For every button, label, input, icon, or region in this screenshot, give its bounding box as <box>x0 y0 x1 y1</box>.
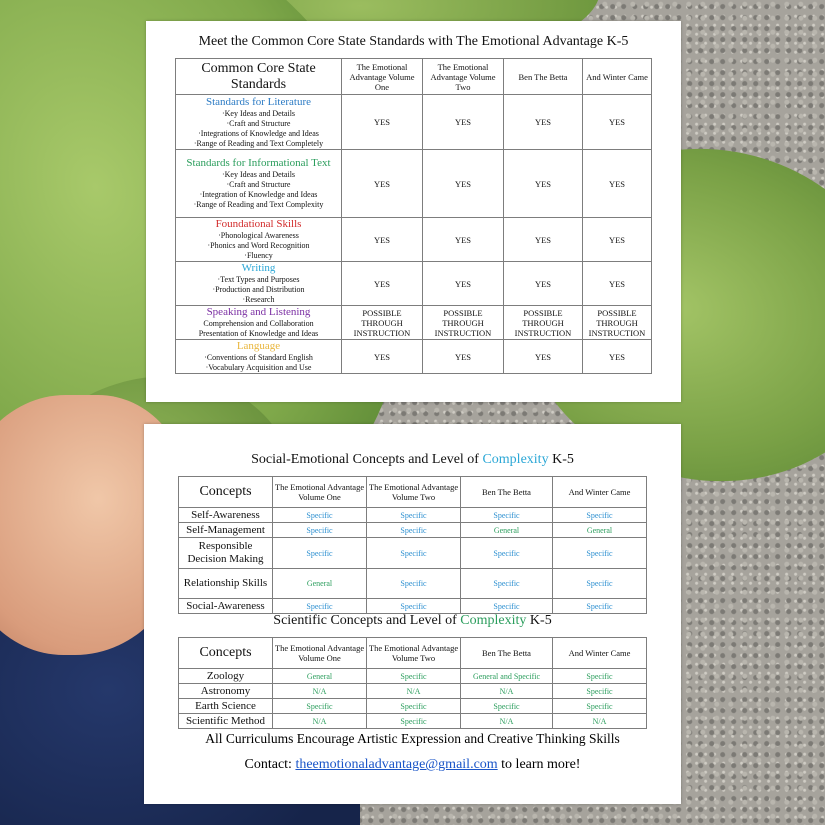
value-cell: Specific <box>273 538 367 569</box>
table-header-row <box>179 638 647 669</box>
header-ben-the-betta: Ben The Betta <box>504 59 583 95</box>
value-cell: YES <box>423 340 504 374</box>
standard-cell <box>176 218 342 262</box>
table-row <box>179 538 647 569</box>
value-cell: YES <box>342 262 423 306</box>
title-highlight: Complexity <box>460 613 527 628</box>
header-and-winter-came: And Winter Came <box>553 638 647 669</box>
value-cell: YES <box>583 150 652 218</box>
value-cell: YES <box>583 218 652 262</box>
value-cell: Specific <box>367 669 461 684</box>
item: ·Fluency <box>244 251 273 260</box>
value-cell: POSSIBLE THROUGH INSTRUCTION <box>583 306 652 340</box>
item: ·Craft and Structure <box>226 180 291 189</box>
value-cell: Specific <box>461 508 553 523</box>
header-vol-one: The Emotional Advantage Volume One <box>273 477 367 508</box>
item: ·Range of Reading and Text Complexity <box>193 200 324 209</box>
value-cell: Specific <box>367 508 461 523</box>
title-text: K-5 <box>548 452 574 467</box>
value-cell: YES <box>423 218 504 262</box>
value-cell: Specific <box>273 523 367 538</box>
table-row <box>179 569 647 599</box>
value-cell: Specific <box>367 599 461 614</box>
row-label: Zoology <box>179 669 273 684</box>
value-cell: Specific <box>273 699 367 714</box>
standard-cell <box>176 306 342 340</box>
value-cell: Specific <box>553 699 647 714</box>
concepts-card <box>144 424 681 804</box>
value-cell: YES <box>423 95 504 150</box>
item: ·Phonological Awareness <box>218 231 299 240</box>
value-cell: Specific <box>553 508 647 523</box>
footer-note: All Curriculums Encourage Artistic Expression and Creative Thinking Skills <box>205 731 620 746</box>
scientific-title <box>144 613 681 629</box>
row-label: Self-Management <box>179 523 273 538</box>
item: ·Integrations of Knowledge and Ideas <box>198 128 319 138</box>
header-vol-two: The Emotional Advantage Volume Two <box>367 638 461 669</box>
table-row <box>179 669 647 684</box>
value-cell: YES <box>342 340 423 374</box>
item: ·Vocabulary Acquisition and Use <box>205 363 312 372</box>
title-highlight: Complexity <box>482 452 549 467</box>
social-emotional-title <box>144 452 681 468</box>
table-row <box>179 684 647 699</box>
standard-cell <box>176 340 342 374</box>
item: ·Key Ideas and Details <box>221 108 296 118</box>
header-vol-one: The Emotional Advantage Volume One <box>342 59 423 95</box>
value-cell: POSSIBLE THROUGH INSTRUCTION <box>504 306 583 340</box>
common-core-table <box>175 58 652 374</box>
table-row <box>176 218 652 262</box>
table-row <box>179 599 647 614</box>
value-cell: POSSIBLE THROUGH INSTRUCTION <box>342 306 423 340</box>
value-cell: YES <box>342 218 423 262</box>
value-cell: Specific <box>367 569 461 599</box>
value-cell: YES <box>504 150 583 218</box>
item: ·Range of Reading and Text Completely <box>193 138 324 148</box>
table-header-row <box>176 59 652 95</box>
value-cell: YES <box>504 340 583 374</box>
value-cell: N/A <box>461 714 553 729</box>
table-row <box>179 523 647 538</box>
value-cell: Specific <box>273 599 367 614</box>
header-and-winter-came: And Winter Came <box>553 477 647 508</box>
value-cell: Specific <box>461 569 553 599</box>
standard-cell <box>176 150 342 218</box>
value-cell: Specific <box>367 714 461 729</box>
item: Presentation of Knowledge and Ideas <box>198 329 319 338</box>
value-cell: YES <box>504 218 583 262</box>
row-label: Self-Awareness <box>179 508 273 523</box>
category-label: Standards for Informational Text <box>186 157 331 169</box>
header-ben-the-betta: Ben The Betta <box>461 477 553 508</box>
row-label: Relationship Skills <box>179 569 273 599</box>
value-cell: POSSIBLE THROUGH INSTRUCTION <box>423 306 504 340</box>
row-label: Earth Science <box>179 699 273 714</box>
contact-suffix: to learn more! <box>497 757 581 772</box>
scientific-table <box>178 637 647 729</box>
value-cell: N/A <box>273 714 367 729</box>
value-cell: YES <box>342 95 423 150</box>
value-cell: General <box>461 523 553 538</box>
table-row <box>176 95 652 150</box>
header-vol-one: The Emotional Advantage Volume One <box>273 638 367 669</box>
value-cell: Specific <box>553 599 647 614</box>
item: ·Conventions of Standard English <box>204 353 313 362</box>
value-cell: Specific <box>273 508 367 523</box>
value-cell: YES <box>504 262 583 306</box>
item: ·Production and Distribution <box>212 285 305 294</box>
value-cell: General and Specific <box>461 669 553 684</box>
value-cell: Specific <box>461 699 553 714</box>
item: Comprehension and Collaboration <box>203 319 314 328</box>
value-cell: YES <box>583 262 652 306</box>
value-cell: YES <box>423 262 504 306</box>
value-cell: Specific <box>367 523 461 538</box>
table-row <box>179 508 647 523</box>
header-concepts: Concepts <box>179 638 273 669</box>
table-row <box>179 714 647 729</box>
header-vol-two: The Emotional Advantage Volume Two <box>367 477 461 508</box>
header-ben-the-betta: Ben The Betta <box>461 638 553 669</box>
category-label: Language <box>236 340 281 352</box>
item: ·Phonics and Word Recognition <box>207 241 310 250</box>
value-cell: YES <box>504 95 583 150</box>
row-label: Scientific Method <box>179 714 273 729</box>
value-cell: YES <box>423 150 504 218</box>
value-cell: Specific <box>367 699 461 714</box>
row-label: Social-Awareness <box>179 599 273 614</box>
value-cell: Specific <box>553 684 647 699</box>
item: ·Key Ideas and Details <box>221 170 296 179</box>
social-emotional-table <box>178 476 647 614</box>
value-cell: YES <box>583 340 652 374</box>
title-text: Scientific Concepts and Level of <box>273 613 461 628</box>
contact-label: Contact: <box>244 757 296 772</box>
item: ·Research <box>242 295 275 304</box>
table-row <box>179 699 647 714</box>
value-cell: N/A <box>273 684 367 699</box>
table-row <box>176 150 652 218</box>
item: ·Craft and Structure <box>226 118 291 128</box>
value-cell: Specific <box>461 599 553 614</box>
value-cell: General <box>553 523 647 538</box>
table-row <box>176 262 652 306</box>
value-cell: Specific <box>461 538 553 569</box>
value-cell: N/A <box>553 714 647 729</box>
value-cell: Specific <box>553 569 647 599</box>
value-cell: General <box>273 669 367 684</box>
email-link[interactable]: theemotionaladvantage@gmail.com <box>295 757 498 772</box>
value-cell: Specific <box>367 538 461 569</box>
value-cell: YES <box>583 95 652 150</box>
value-cell: YES <box>342 150 423 218</box>
value-cell: General <box>273 569 367 599</box>
contact-line <box>144 757 681 773</box>
item: ·Integration of Knowledge and Ideas <box>199 190 318 199</box>
value-cell: Specific <box>553 538 647 569</box>
table-header-row <box>179 477 647 508</box>
value-cell: Specific <box>553 669 647 684</box>
header-and-winter-came: And Winter Came <box>583 59 652 95</box>
standard-cell <box>176 95 342 150</box>
standard-cell <box>176 262 342 306</box>
table-row <box>176 306 652 340</box>
common-core-card <box>146 21 681 402</box>
category-label: Speaking and Listening <box>206 306 311 318</box>
value-cell: N/A <box>461 684 553 699</box>
item: ·Text Types and Purposes <box>217 275 300 284</box>
header-standards: Common Core State Standards <box>176 59 342 95</box>
row-label: Astronomy <box>179 684 273 699</box>
header-vol-two: The Emotional Advantage Volume Two <box>423 59 504 95</box>
common-core-title: Meet the Common Core State Standards with The Emotional Advantage K-5 <box>198 34 629 49</box>
value-cell: N/A <box>367 684 461 699</box>
header-concepts: Concepts <box>179 477 273 508</box>
category-label: Standards for Literature <box>205 95 312 108</box>
category-label: Writing <box>241 262 276 274</box>
category-label: Foundational Skills <box>215 218 302 230</box>
table-row <box>176 340 652 374</box>
row-label: Responsible Decision Making <box>179 538 273 569</box>
title-text: K-5 <box>526 613 552 628</box>
title-text: Social-Emotional Concepts and Level of <box>251 452 483 467</box>
